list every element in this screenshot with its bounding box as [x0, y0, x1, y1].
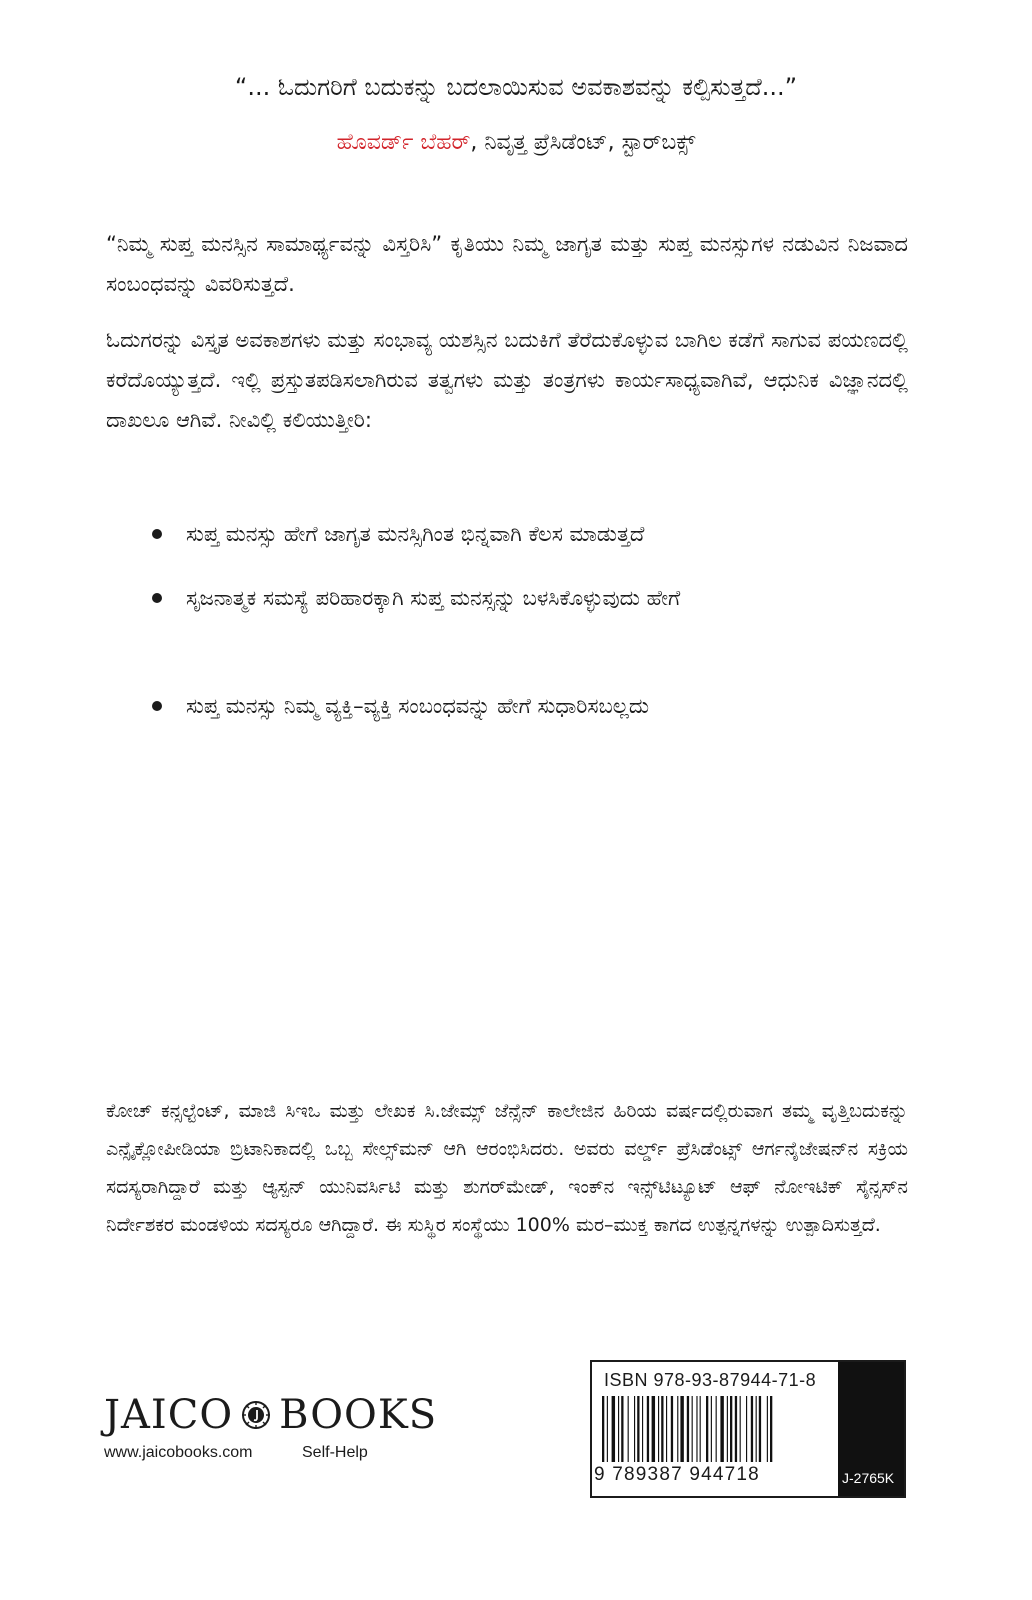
author-bio: ಕೋಚ್ ಕನ್ಸಲ್ಟೆಂಟ್, ಮಾಜಿ ಸಿಇಒ ಮತ್ತು ಲೇಖಕ ಸಿ.ಜೇಮ್ಸ್ ಜೆನ್ಸೆನ್ ಕಾಲೇಜಿನ ಹಿರಿಯ ವರ್ಷದಲ್ಲಿರುವಾಗ ತಮ್ಮ ವೃತ್ತಿಬದುಕನ್ನು ಎನ್ಸೈಕ್ಲೋಪೀಡಿಯಾ ಬ್ರಿಟಾನಿಕಾದಲ್ಲಿ ಒಬ್ಬ ಸೇಲ್ಸ್‌ಮನ್ ಆಗಿ ಆರಂಭಿಸಿದರು. ಅವರು ವರ್ಲ್ಡ್ ಪ್ರೆಸಿಡೆಂಟ್ಸ್ ಆರ್ಗನೈಜೇಷನ್‌ನ ಸಕ್ರಿಯ ಸದಸ್ಯರಾಗಿದ್ದಾರೆ ಮತ್ತು ಆ್ಯಸ್ಪನ್ ಯುನಿವರ್ಸಿಟಿ ಮತ್ತು ಶುಗರ್‌ಮೇಡ್, ಇಂಕ್‌ನ ಇನ್ಸ್‌ಟಿಟ್ಯೂಟ್ ಆಫ್ ನೋಇಟಿಕ್ ಸೈನ್ಸಸ್‌ನ ನಿರ್ದೇಶಕರ ಮಂಡಳಿಯ ಸದಸ್ಯರೂ ಆಗಿದ್ದಾರೆ. ಈ ಸುಸ್ಥಿರ ಸಂಸ್ಥೆಯು 100% ಮರ–ಮುಕ್ತ ಕಾಗದ ಉತ್ಪನ್ನಗಳನ್ನು ಉತ್ಪಾದಿಸುತ್ತದೆ. [106, 1100, 908, 1236]
attribution-title: , ನಿವೃತ್ತ ಪ್ರೆಸಿಡೆಂಟ್, ಸ್ಟಾರ್‌ಬಕ್ಸ್ [470, 130, 696, 155]
bullet-list-item-3 [106, 686, 908, 726]
publisher-logo [104, 1392, 437, 1438]
bullet-text: ಸೃಜನಾತ್ಮಕ ಸಮಸ್ಯೆ ಪರಿಹಾರಕ್ಕಾಗಿ ಸುಪ್ತ ಮನಸ್ಸನ್ನು ಬಳಸಿಕೊಳ್ಳುವುದು ಹೇಗೆ [186, 586, 681, 610]
barcode-bar [661, 1396, 663, 1462]
barcode-bar [751, 1396, 753, 1462]
isbn-barcode [590, 1360, 906, 1498]
barcode-bar [647, 1396, 649, 1462]
bullet-text: ಸುಪ್ತ ಮನಸ್ಸು ನಿಮ್ಮ ವ್ಯಕ್ತಿ–ವ್ಯಕ್ತಿ ಸಂಬಂಧವನ್ನು ಹೇಗೆ ಸುಧಾರಿಸಬಲ್ಲದು [186, 694, 650, 718]
logo-text-right: BOOKS [279, 1392, 438, 1438]
endorsement-quote: “... ಓದುಗರಿಗೆ ಬದುಕನ್ನು ಬದಲಾಯಿಸುವ ಅವಕಾಶವನ್ನು ಕಲ್ಪಿಸುತ್ತದೆ...” [234, 73, 798, 101]
barcode-bar [628, 1396, 629, 1462]
barcode-bar [634, 1396, 635, 1462]
barcode-bar [727, 1396, 728, 1462]
barcode-bar [711, 1396, 712, 1462]
barcode-bar [730, 1396, 732, 1462]
attribution-name: ಹೊವರ್ಡ್ ಬೆಹರ್ [336, 130, 471, 155]
bullet-icon [152, 529, 162, 539]
barcode-bar [700, 1396, 701, 1462]
catalog-code: J-2765K [842, 1470, 895, 1486]
barcode-bar [637, 1396, 639, 1462]
barcode-bar [607, 1396, 608, 1462]
bullet-text: ಸುಪ್ತ ಮನಸ್ಸು ಹೇಗೆ ಜಾಗೃತ ಮನಸ್ಸಿಗಿಂತ ಭಿನ್ನವಾಗಿ ಕೆಲಸ ಮಾಡುತ್ತದೆ [186, 522, 645, 546]
barcode-bar [706, 1396, 708, 1462]
description-paragraph-2: ಓದುಗರನ್ನು ವಿಸ್ತೃತ ಅವಕಾಶಗಳು ಮತ್ತು ಸಂಭಾವ್ಯ ಯಶಸ್ಸಿನ ಬದುಕಿಗೆ ತೆರೆದುಕೊಳ್ಳುವ ಬಾಗಿಲ ಕಡೆಗೆ ಸಾಗುವ ಪಯಣದಲ್ಲಿ ಕರೆದೊಯ್ಯುತ್ತದೆ. ಇಲ್ಲಿ ಪ್ರಸ್ತುತಪಡಿಸಲಾಗಿರುವ ತತ್ವಗಳು ಮತ್ತು ತಂತ್ರಗಳು ಕಾರ್ಯಸಾಧ್ಯವಾಗಿವೆ, ಆಧುನಿಕ ವಿಜ್ಞಾನದಲ್ಲಿ ದಾಖಲೂ ಆಗಿವೆ. ನೀವಿಲ್ಲಿ ಕಲಿಯುತ್ತೀರಿ: [106, 328, 908, 432]
publisher-website: www.jaicobooks.com [104, 1444, 253, 1461]
barcode-bar [759, 1396, 761, 1462]
barcode-bar [642, 1396, 643, 1462]
barcode-bar [602, 1396, 604, 1462]
barcode-bar [767, 1396, 768, 1462]
publisher-emblem-icon [241, 1400, 271, 1430]
bullet-icon [152, 701, 162, 711]
catalog-code-strip [838, 1362, 904, 1496]
barcode-bar [720, 1396, 723, 1462]
barcode-digits: 9 789387 944718 [594, 1464, 760, 1485]
barcode-bar [666, 1396, 667, 1462]
barcode-bar [671, 1396, 673, 1462]
barcode-bar [696, 1396, 697, 1462]
barcode-bars [600, 1396, 830, 1462]
barcode-bar [756, 1396, 757, 1462]
barcode-bar [692, 1396, 693, 1462]
book-category: Self-Help [302, 1444, 368, 1461]
barcode-bar [735, 1396, 737, 1462]
barcode-bar [746, 1396, 747, 1462]
barcode-bar [680, 1396, 683, 1462]
barcode-bar [677, 1396, 678, 1462]
barcode-bar [658, 1396, 659, 1462]
barcode-bar [687, 1396, 689, 1462]
isbn-label: ISBN 978-93-87944-71-8 [604, 1370, 817, 1390]
barcode-bar [612, 1396, 615, 1462]
barcode-bar [621, 1396, 623, 1462]
bullet-list-item-1 [106, 514, 908, 554]
barcode-bar [716, 1396, 717, 1462]
bullet-list-item-2 [106, 578, 908, 618]
bullet-icon [152, 593, 162, 603]
description-paragraph-1: “ನಿಮ್ಮ ಸುಪ್ತ ಮನಸ್ಸಿನ ಸಾಮಾರ್ಥ್ಯವನ್ನು ವಿಸ್ತರಿಸಿ” ಕೃತಿಯು ನಿಮ್ಮ ಜಾಗೃತ ಮತ್ತು ಸುಪ್ತ ಮನಸ್ಸುಗಳ ನಡುವಿನ ನಿಜವಾದ ಸಂಬಂಧವನ್ನು ವಿವರಿಸುತ್ತದೆ. [106, 232, 908, 296]
barcode-bar [740, 1396, 741, 1462]
barcode-bar [770, 1396, 772, 1462]
logo-text-left: JAICO [104, 1392, 234, 1438]
barcode-bar [652, 1396, 655, 1462]
endorsement-attribution [60, 124, 972, 162]
barcode-bar [618, 1396, 619, 1462]
